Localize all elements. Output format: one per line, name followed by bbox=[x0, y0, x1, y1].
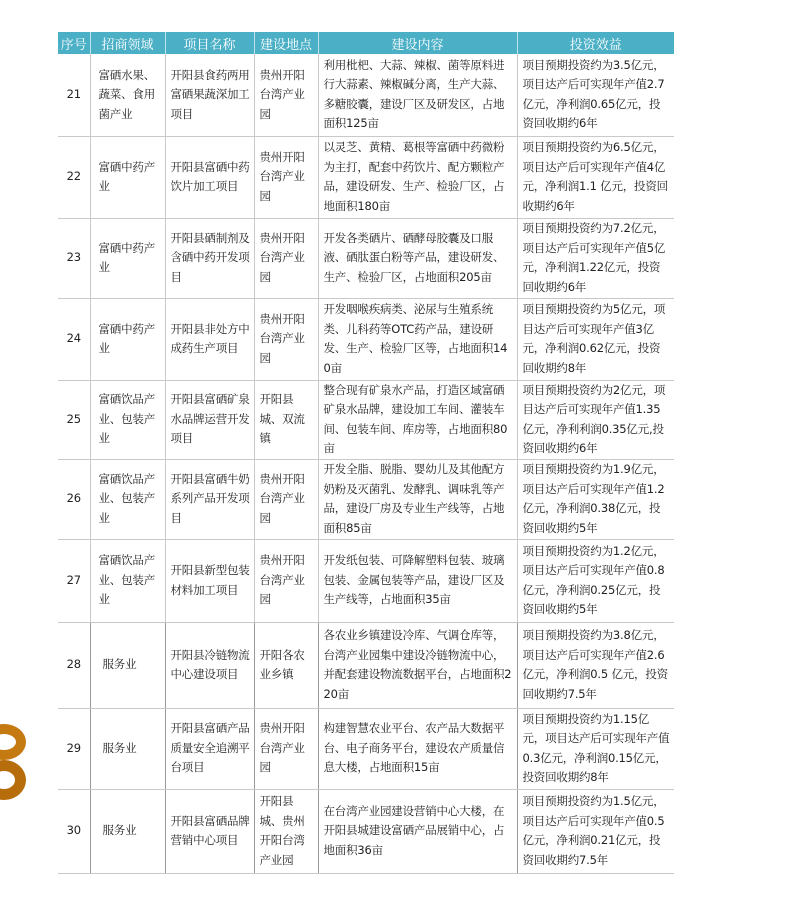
row-location: 贵州开阳台湾产业园 bbox=[254, 54, 318, 136]
row-content: 在台湾产业园建设营销中心大楼，在开阳县城建设富硒产品展销中心，占地面积36亩 bbox=[318, 789, 517, 873]
row-field: 富硒中药产业 bbox=[90, 136, 165, 218]
row-content: 各农业乡镇建设冷库、气调仓库等，台湾产业园集中建设冷链物流中心，并配套建设物流数据平台，占地面积220亩 bbox=[318, 622, 517, 708]
row-project-name: 开阳县富硒矿泉水品牌运营开发项目 bbox=[165, 380, 254, 459]
row-field: 富硒饮品产业、包装产业 bbox=[90, 380, 165, 459]
row-field: 服务业 bbox=[90, 789, 165, 873]
table-row bbox=[58, 539, 674, 622]
ornament-curl-icon bbox=[0, 760, 26, 800]
row-location: 贵州开阳台湾产业园 bbox=[254, 136, 318, 218]
row-benefit: 项目预期投资约为3.5亿元，项目达产后可实现年产值2.7亿元，净利润0.65亿元，投资回收期约6年 bbox=[517, 54, 674, 136]
row-location: 贵州开阳台湾产业园 bbox=[254, 459, 318, 539]
table-row bbox=[58, 789, 674, 873]
row-project-name: 开阳县食药两用富硒果蔬深加工项目 bbox=[165, 54, 254, 136]
row-benefit: 项目预期投资约为6.5亿元，项目达产后可实现年产值4亿元，净利润1.1 亿元，投资回收期约6年 bbox=[517, 136, 674, 218]
row-location: 贵州开阳台湾产业园 bbox=[254, 539, 318, 622]
row-no: 25 bbox=[58, 380, 90, 459]
row-content: 构建智慧农业平台、农产品大数据平台、电子商务平台，建设农产质量信息大楼，占地面积15亩 bbox=[318, 708, 517, 789]
row-benefit: 项目预期投资约为7.2亿元，项目达产后可实现年产值5亿元，净利润1.22亿元，投资回收期约6年 bbox=[517, 218, 674, 298]
row-project-name: 开阳县富硒品牌营销中心项目 bbox=[165, 789, 254, 873]
row-benefit: 项目预期投资约为1.15亿元，项目达产后可实现年产值0.3亿元，净利润0.15亿元，投资回收期约8年 bbox=[517, 708, 674, 789]
decorative-ornament bbox=[0, 706, 40, 802]
row-benefit: 项目预期投资约为2亿元，项目达产后可实现年产值1.35亿元，净利利润0.35亿元,投资回收期约6年 bbox=[517, 380, 674, 459]
row-location: 开阳县城、贵州开阳台湾产业园 bbox=[254, 789, 318, 873]
row-project-name: 开阳县富硒产品质量安全追溯平台项目 bbox=[165, 708, 254, 789]
row-content: 开发咽喉疾病类、泌尿与生殖系统类、儿科药等OTC药产品，建设研发、生产、检验厂区等，占地面积140亩 bbox=[318, 298, 517, 380]
row-benefit: 项目预期投资约为3.8亿元，项目达产后可实现年产值2.6亿元，净利润0.5 亿元，投资回收期约7.5年 bbox=[517, 622, 674, 708]
row-field: 服务业 bbox=[90, 622, 165, 708]
row-location: 贵州开阳台湾产业园 bbox=[254, 218, 318, 298]
row-project-name: 开阳县硒制剂及含硒中药开发项目 bbox=[165, 218, 254, 298]
row-content: 开发全脂、脱脂、婴幼儿及其他配方奶粉及灭菌乳、发酵乳、调味乳等产品，建设厂房及专业生产线等，占地面积85亩 bbox=[318, 459, 517, 539]
header-location: 建设地点 bbox=[254, 32, 318, 54]
table-row bbox=[58, 380, 674, 459]
header-project-name: 项目名称 bbox=[165, 32, 254, 54]
row-no: 22 bbox=[58, 136, 90, 218]
table-row bbox=[58, 136, 674, 218]
row-benefit: 项目预期投资约为1.2亿元，项目达产后可实现年产值0.8亿元，净利润0.25亿元，投资回收期约5年 bbox=[517, 539, 674, 622]
row-project-name: 开阳县富硒中药饮片加工项目 bbox=[165, 136, 254, 218]
row-content: 开发各类硒片、硒酵母胶囊及口服液、硒肽蛋白粉等产品，建设研发、生产、检验厂区，占地面积205亩 bbox=[318, 218, 517, 298]
table-row bbox=[58, 708, 674, 789]
row-project-name: 开阳县非处方中成药生产项目 bbox=[165, 298, 254, 380]
investment-projects-table bbox=[58, 32, 674, 874]
row-no: 30 bbox=[58, 789, 90, 873]
row-field: 富硒饮品产业、包装产业 bbox=[90, 459, 165, 539]
table-row bbox=[58, 54, 674, 136]
header-field: 招商领域 bbox=[90, 32, 165, 54]
row-project-name: 开阳县富硒牛奶系列产品开发项目 bbox=[165, 459, 254, 539]
row-no: 23 bbox=[58, 218, 90, 298]
row-field: 富硒水果、蔬菜、食用菌产业 bbox=[90, 54, 165, 136]
row-no: 28 bbox=[58, 622, 90, 708]
row-location: 开阳各农业乡镇 bbox=[254, 622, 318, 708]
row-content: 整合现有矿泉水产品，打造区域富硒矿泉水品牌，建设加工车间、灌装车间、包装车间、库房等，占地面积80亩 bbox=[318, 380, 517, 459]
row-content: 开发纸包装、可降解塑料包装、玻璃包装、金属包装等产品，建设厂区及生产线等，占地面积35亩 bbox=[318, 539, 517, 622]
table-header-row bbox=[58, 32, 674, 54]
ornament-curl-icon bbox=[0, 724, 26, 760]
row-benefit: 项目预期投资约为5亿元，项目达产后可实现年产值3亿元，净利润0.62亿元，投资回收期约8年 bbox=[517, 298, 674, 380]
row-location: 开阳县城、双流镇 bbox=[254, 380, 318, 459]
row-project-name: 开阳县新型包装材料加工项目 bbox=[165, 539, 254, 622]
table-row bbox=[58, 218, 674, 298]
row-field: 服务业 bbox=[90, 708, 165, 789]
row-content: 利用枇杷、大蒜、辣椒、菌等原料进行大蒜素、辣椒碱分离，生产大蒜、多糖胶囊，建设厂区及研发区，占地面积125亩 bbox=[318, 54, 517, 136]
row-benefit: 项目预期投资约为1.5亿元，项目达产后可实现年产值0.5亿元，净利润0.21亿元，投资回收期约7.5年 bbox=[517, 789, 674, 873]
row-no: 27 bbox=[58, 539, 90, 622]
row-no: 21 bbox=[58, 54, 90, 136]
row-location: 贵州开阳台湾产业园 bbox=[254, 708, 318, 789]
row-field: 富硒中药产业 bbox=[90, 218, 165, 298]
row-field: 富硒中药产业 bbox=[90, 298, 165, 380]
row-benefit: 项目预期投资约为1.9亿元，项目达产后可实现年产值1.2亿元，净利润0.38亿元，投资回收期约5年 bbox=[517, 459, 674, 539]
header-benefit: 投资效益 bbox=[517, 32, 674, 54]
row-no: 24 bbox=[58, 298, 90, 380]
header-content: 建设内容 bbox=[318, 32, 517, 54]
row-content: 以灵芝、黄精、葛根等富硒中药微粉为主打，配套中药饮片、配方颗粒产品，建设研发、生产、检验厂区，占地面积180亩 bbox=[318, 136, 517, 218]
row-field: 富硒饮品产业、包装产业 bbox=[90, 539, 165, 622]
table-row bbox=[58, 622, 674, 708]
table-row bbox=[58, 298, 674, 380]
row-project-name: 开阳县冷链物流中心建设项目 bbox=[165, 622, 254, 708]
row-no: 29 bbox=[58, 708, 90, 789]
row-no: 26 bbox=[58, 459, 90, 539]
row-location: 贵州开阳台湾产业园 bbox=[254, 298, 318, 380]
header-no: 序号 bbox=[58, 32, 90, 54]
table-row bbox=[58, 459, 674, 539]
